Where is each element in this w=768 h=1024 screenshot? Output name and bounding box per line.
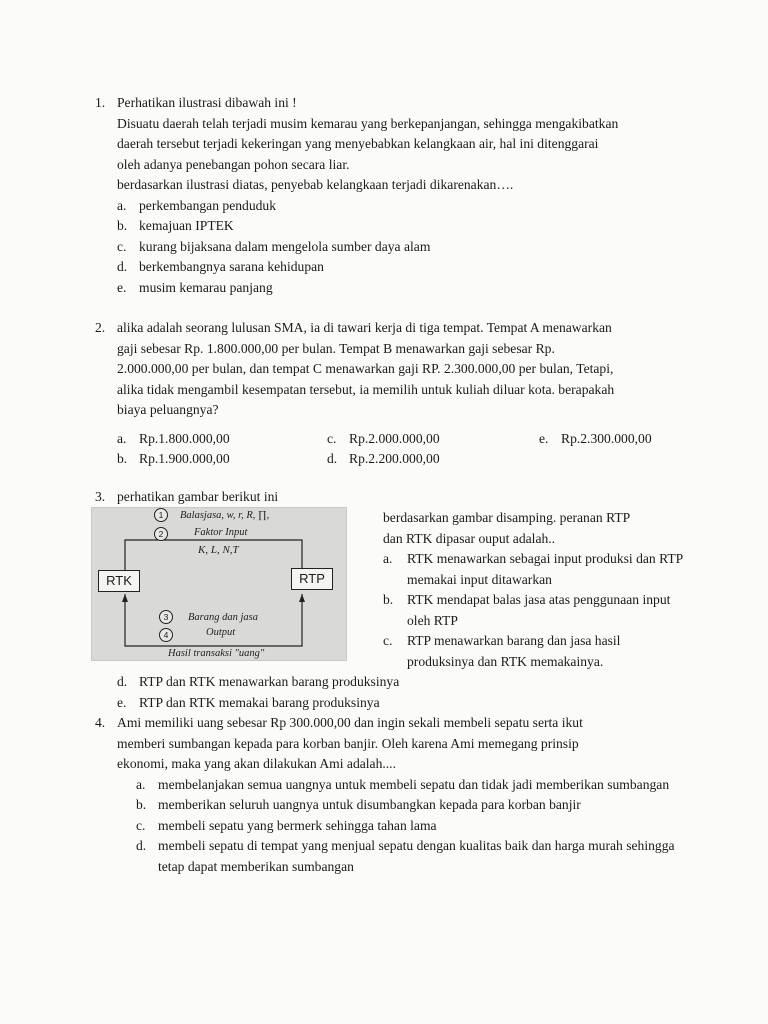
- option-letter: d.: [117, 259, 128, 274]
- option-letter: d.: [136, 838, 147, 853]
- text-line: memberi sumbangan kepada para korban banjir. Oleh karena Ami memegang prinsip: [117, 735, 579, 751]
- option-text: kurang bijaksana dalam mengelola sumber daya alam: [139, 238, 431, 254]
- option-letter: c.: [117, 238, 127, 254]
- text-line: Perhatikan ilustrasi dibawah ini !: [117, 95, 297, 110]
- question-4: [95, 713, 685, 877]
- option-letter: b.: [117, 451, 128, 466]
- option-d[interactable]: [327, 449, 539, 470]
- question-1: [95, 93, 685, 298]
- question-number: 2.: [95, 320, 106, 335]
- option-text: RTK menawarkan sebagai input produksi dan RTP memakai input ditawarkan: [407, 551, 683, 587]
- question-3-options-bottom: [95, 672, 685, 713]
- option-letter: a.: [117, 197, 127, 213]
- option-c[interactable]: [383, 631, 683, 672]
- arrow-up-right: [299, 594, 305, 602]
- option-text: Rp.1.800.000,00: [139, 430, 230, 446]
- label-factors: K, L, N,T: [198, 544, 239, 556]
- answer-options: [117, 672, 685, 713]
- option-b[interactable]: [383, 590, 683, 631]
- option-text: membelanjakan semua uangnya untuk membeli sepatu dan tidak jadi memberikan sumbangan: [158, 776, 670, 792]
- option-letter: d.: [327, 451, 338, 466]
- option-letter: c.: [136, 817, 146, 833]
- option-letter: e.: [117, 279, 127, 295]
- option-text: Rp.2.200.000,00: [349, 451, 440, 466]
- text-line: berdasarkan ilustrasi diatas, penyebab kelangkaan terjadi dikarenakan….: [117, 177, 514, 192]
- arrow-up-left: [122, 594, 128, 602]
- option-text: Rp.2.300.000,00: [561, 430, 652, 446]
- text-line: Ami memiliki uang sebesar Rp 300.000,00 dan ingin sekali membeli sepatu serta ikut: [117, 715, 583, 730]
- text-line: Disuatu daerah telah terjadi musim kemarau yang berkepanjangan, sehingga mengakibatkan: [117, 115, 619, 131]
- option-text: kemajuan IPTEK: [139, 218, 234, 233]
- option-letter: e.: [539, 430, 549, 446]
- option-a[interactable]: [136, 775, 676, 796]
- label-faktor-input: Faktor Input: [194, 527, 248, 538]
- option-text: membeli sepatu di tempat yang menjual sepatu dengan kualitas baik dan harga murah sehingga tetap dapat memberikan sumbangan: [158, 838, 675, 874]
- option-a[interactable]: [383, 549, 683, 590]
- option-b[interactable]: [117, 216, 685, 237]
- option-text: RTK mendapat balas jasa atas penggunaan input oleh RTP: [407, 592, 671, 628]
- question-2: [95, 318, 685, 470]
- text-line: alika adalah seorang lulusan SMA, ia di tawari kerja di tiga tempat. Tempat A menawarkan: [117, 320, 612, 335]
- option-text: RTP dan RTK memakai barang produksinya: [139, 694, 380, 710]
- text-line: ekonomi, maka yang akan dilakukan Ami adalah....: [117, 756, 396, 771]
- option-letter: a.: [383, 551, 393, 566]
- option-text: perkembangan penduduk: [139, 197, 277, 213]
- option-c[interactable]: [327, 429, 539, 450]
- option-text: memberikan seluruh uangnya untuk disumbangkan kepada para korban banjir: [158, 797, 581, 812]
- label-hasil-transaksi: Hasil transaksi "uang": [168, 648, 265, 659]
- option-text: RTP menawarkan barang dan jasa hasil produksinya dan RTK memakainya.: [407, 633, 621, 669]
- option-letter: b.: [136, 797, 147, 812]
- option-a[interactable]: [117, 196, 685, 217]
- option-letter: b.: [383, 592, 394, 607]
- option-letter: e.: [117, 694, 127, 710]
- option-b[interactable]: [117, 449, 327, 470]
- answer-options: [136, 775, 676, 878]
- option-letter: a.: [136, 776, 146, 792]
- question-3-side-text: [383, 508, 683, 672]
- circular-flow-diagram: [91, 507, 347, 661]
- text-line: gaji sebesar Rp. 1.800.000,00 per bulan. Tempat B menawarkan gaji sebesar Rp.: [117, 340, 555, 356]
- option-c[interactable]: [117, 237, 685, 258]
- question-text: [117, 93, 685, 196]
- question-number: 4.: [95, 715, 106, 730]
- text-line: oleh adanya penebangan pohon secara liar.: [117, 156, 350, 172]
- rtk-box: RTK: [98, 570, 140, 592]
- label-output: Output: [206, 627, 236, 638]
- option-letter: b.: [117, 218, 128, 233]
- label-barang-jasa: Barang dan jasa: [188, 612, 259, 623]
- badge-1: 1: [154, 508, 168, 522]
- option-d[interactable]: [117, 257, 685, 278]
- option-d[interactable]: [117, 672, 685, 693]
- option-letter: c.: [327, 430, 337, 446]
- option-letter: a.: [117, 430, 127, 446]
- question-text: [117, 713, 685, 775]
- option-text: berkembangnya sarana kehidupan: [139, 259, 324, 274]
- question-intro: perhatikan gambar berikut ini: [117, 489, 279, 504]
- option-e[interactable]: [117, 693, 685, 714]
- text-line: berdasarkan gambar disamping. peranan RTP: [383, 510, 631, 525]
- option-d[interactable]: [136, 836, 676, 877]
- text-line: biaya peluangnya?: [117, 402, 219, 417]
- option-c[interactable]: [136, 816, 676, 837]
- option-b[interactable]: [136, 795, 676, 816]
- option-text: membeli sepatu yang bermerk sehingga tahan lama: [158, 817, 437, 833]
- text-line: daerah tersebut terjadi kekeringan yang menyebabkan kelangkaan air, hal ini ditenggarai: [117, 136, 599, 151]
- badge-4: 4: [159, 628, 173, 642]
- option-letter: d.: [117, 674, 128, 689]
- label-balas-jasa: Balasjasa, w, r, R, ∏,: [180, 510, 270, 521]
- text-line: dan RTK dipasar ouput adalah..: [383, 530, 556, 546]
- option-text: Rp.1.900.000,00: [139, 451, 230, 466]
- option-e[interactable]: [117, 278, 685, 299]
- option-a[interactable]: [117, 429, 327, 450]
- option-e[interactable]: [539, 429, 689, 450]
- rtp-box: RTP: [291, 568, 333, 590]
- badge-3: 3: [159, 610, 173, 624]
- answer-options: [117, 429, 685, 470]
- answer-options: [117, 196, 685, 299]
- text-line: 2.000.000,00 per bulan, dan tempat C menawarkan gaji RP. 2.300.000,00 per bulan, Tetapi,: [117, 361, 614, 376]
- question-3: [95, 487, 685, 508]
- question-number: 3.: [95, 489, 106, 504]
- question-number: 1.: [95, 95, 106, 110]
- badge-2: 2: [154, 527, 168, 541]
- text-line: alika tidak mengambil kesempatan tersebut, ia memilih untuk kuliah diluar kota. berapakah: [117, 381, 615, 397]
- option-letter: c.: [383, 633, 393, 648]
- option-text: Rp.2.000.000,00: [349, 430, 440, 446]
- question-text: [117, 318, 685, 421]
- option-text: RTP dan RTK menawarkan barang produksinya: [139, 674, 400, 689]
- option-text: musim kemarau panjang: [139, 279, 273, 295]
